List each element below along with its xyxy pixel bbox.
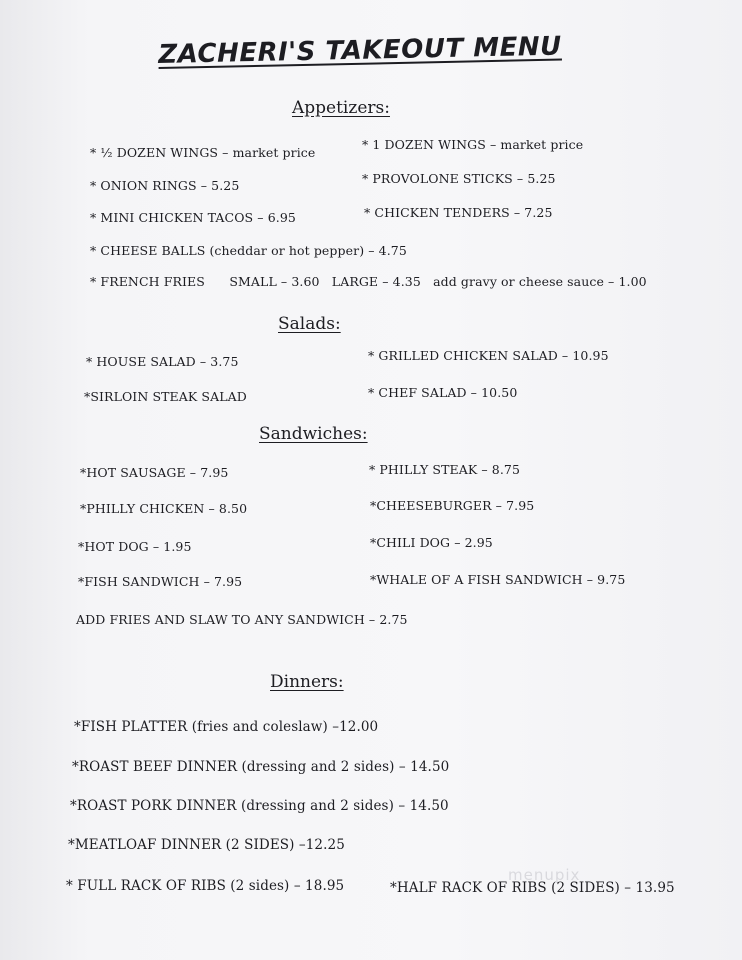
menu-item: *WHALE OF A FISH SANDWICH – 9.75	[370, 572, 626, 587]
heading-sandwiches: Sandwiches:	[259, 424, 368, 444]
menu-item: *CHILI DOG – 2.95	[370, 535, 493, 550]
menu-item: *FISH PLATTER (fries and coleslaw) –12.00	[74, 719, 379, 735]
menu-item: *FISH SANDWICH – 7.95	[78, 574, 243, 589]
menu-item: * CHICKEN TENDERS – 7.25	[364, 205, 553, 220]
menu-item: * FRENCH FRIES SMALL – 3.60 LARGE – 4.35 add gravy or cheese sauce – 1.00	[90, 274, 647, 289]
menu-item: * PHILLY STEAK – 8.75	[369, 462, 521, 477]
menu-item: *CHEESEBURGER – 7.95	[370, 498, 535, 513]
menu-item: *MEATLOAF DINNER (2 SIDES) –12.25	[68, 837, 345, 853]
watermark: menupix	[508, 866, 581, 884]
menu-item: * ONION RINGS – 5.25	[90, 178, 240, 193]
menu-item: *ROAST BEEF DINNER (dressing and 2 sides) – 14.50	[72, 759, 450, 775]
menu-item: * 1 DOZEN WINGS – market price	[362, 137, 584, 152]
menu-item: * GRILLED CHICKEN SALAD – 10.95	[368, 348, 609, 363]
menu-item: * PROVOLONE STICKS – 5.25	[362, 171, 556, 186]
menu-item: * CHEESE BALLS (cheddar or hot pepper) – 4.75	[90, 243, 407, 258]
menu-item: * ½ DOZEN WINGS – market price	[90, 145, 316, 160]
menu-item: *HOT SAUSAGE – 7.95	[80, 465, 229, 480]
heading-appetizers: Appetizers:	[292, 98, 390, 118]
sandwich-note: ADD FRIES AND SLAW TO ANY SANDWICH – 2.75	[76, 612, 408, 627]
menu-item: *PHILLY CHICKEN – 8.50	[80, 501, 248, 516]
menu-title: ZACHERI'S TAKEOUT MENU	[158, 31, 563, 70]
menu-item: *ROAST PORK DINNER (dressing and 2 sides) – 14.50	[70, 798, 449, 814]
menu-item: * MINI CHICKEN TACOS – 6.95	[90, 210, 296, 225]
heading-dinners: Dinners:	[270, 672, 344, 692]
heading-salads: Salads:	[278, 314, 341, 334]
menu-item: *HOT DOG – 1.95	[78, 539, 192, 554]
menu-item: *HALF RACK OF RIBS (2 SIDES) – 13.95	[390, 880, 675, 896]
menu-item: *SIRLOIN STEAK SALAD	[84, 389, 247, 404]
menu-item: * HOUSE SALAD – 3.75	[86, 354, 239, 369]
menu-item: * FULL RACK OF RIBS (2 sides) – 18.95	[66, 878, 345, 894]
menu-item: * CHEF SALAD – 10.50	[368, 385, 518, 400]
